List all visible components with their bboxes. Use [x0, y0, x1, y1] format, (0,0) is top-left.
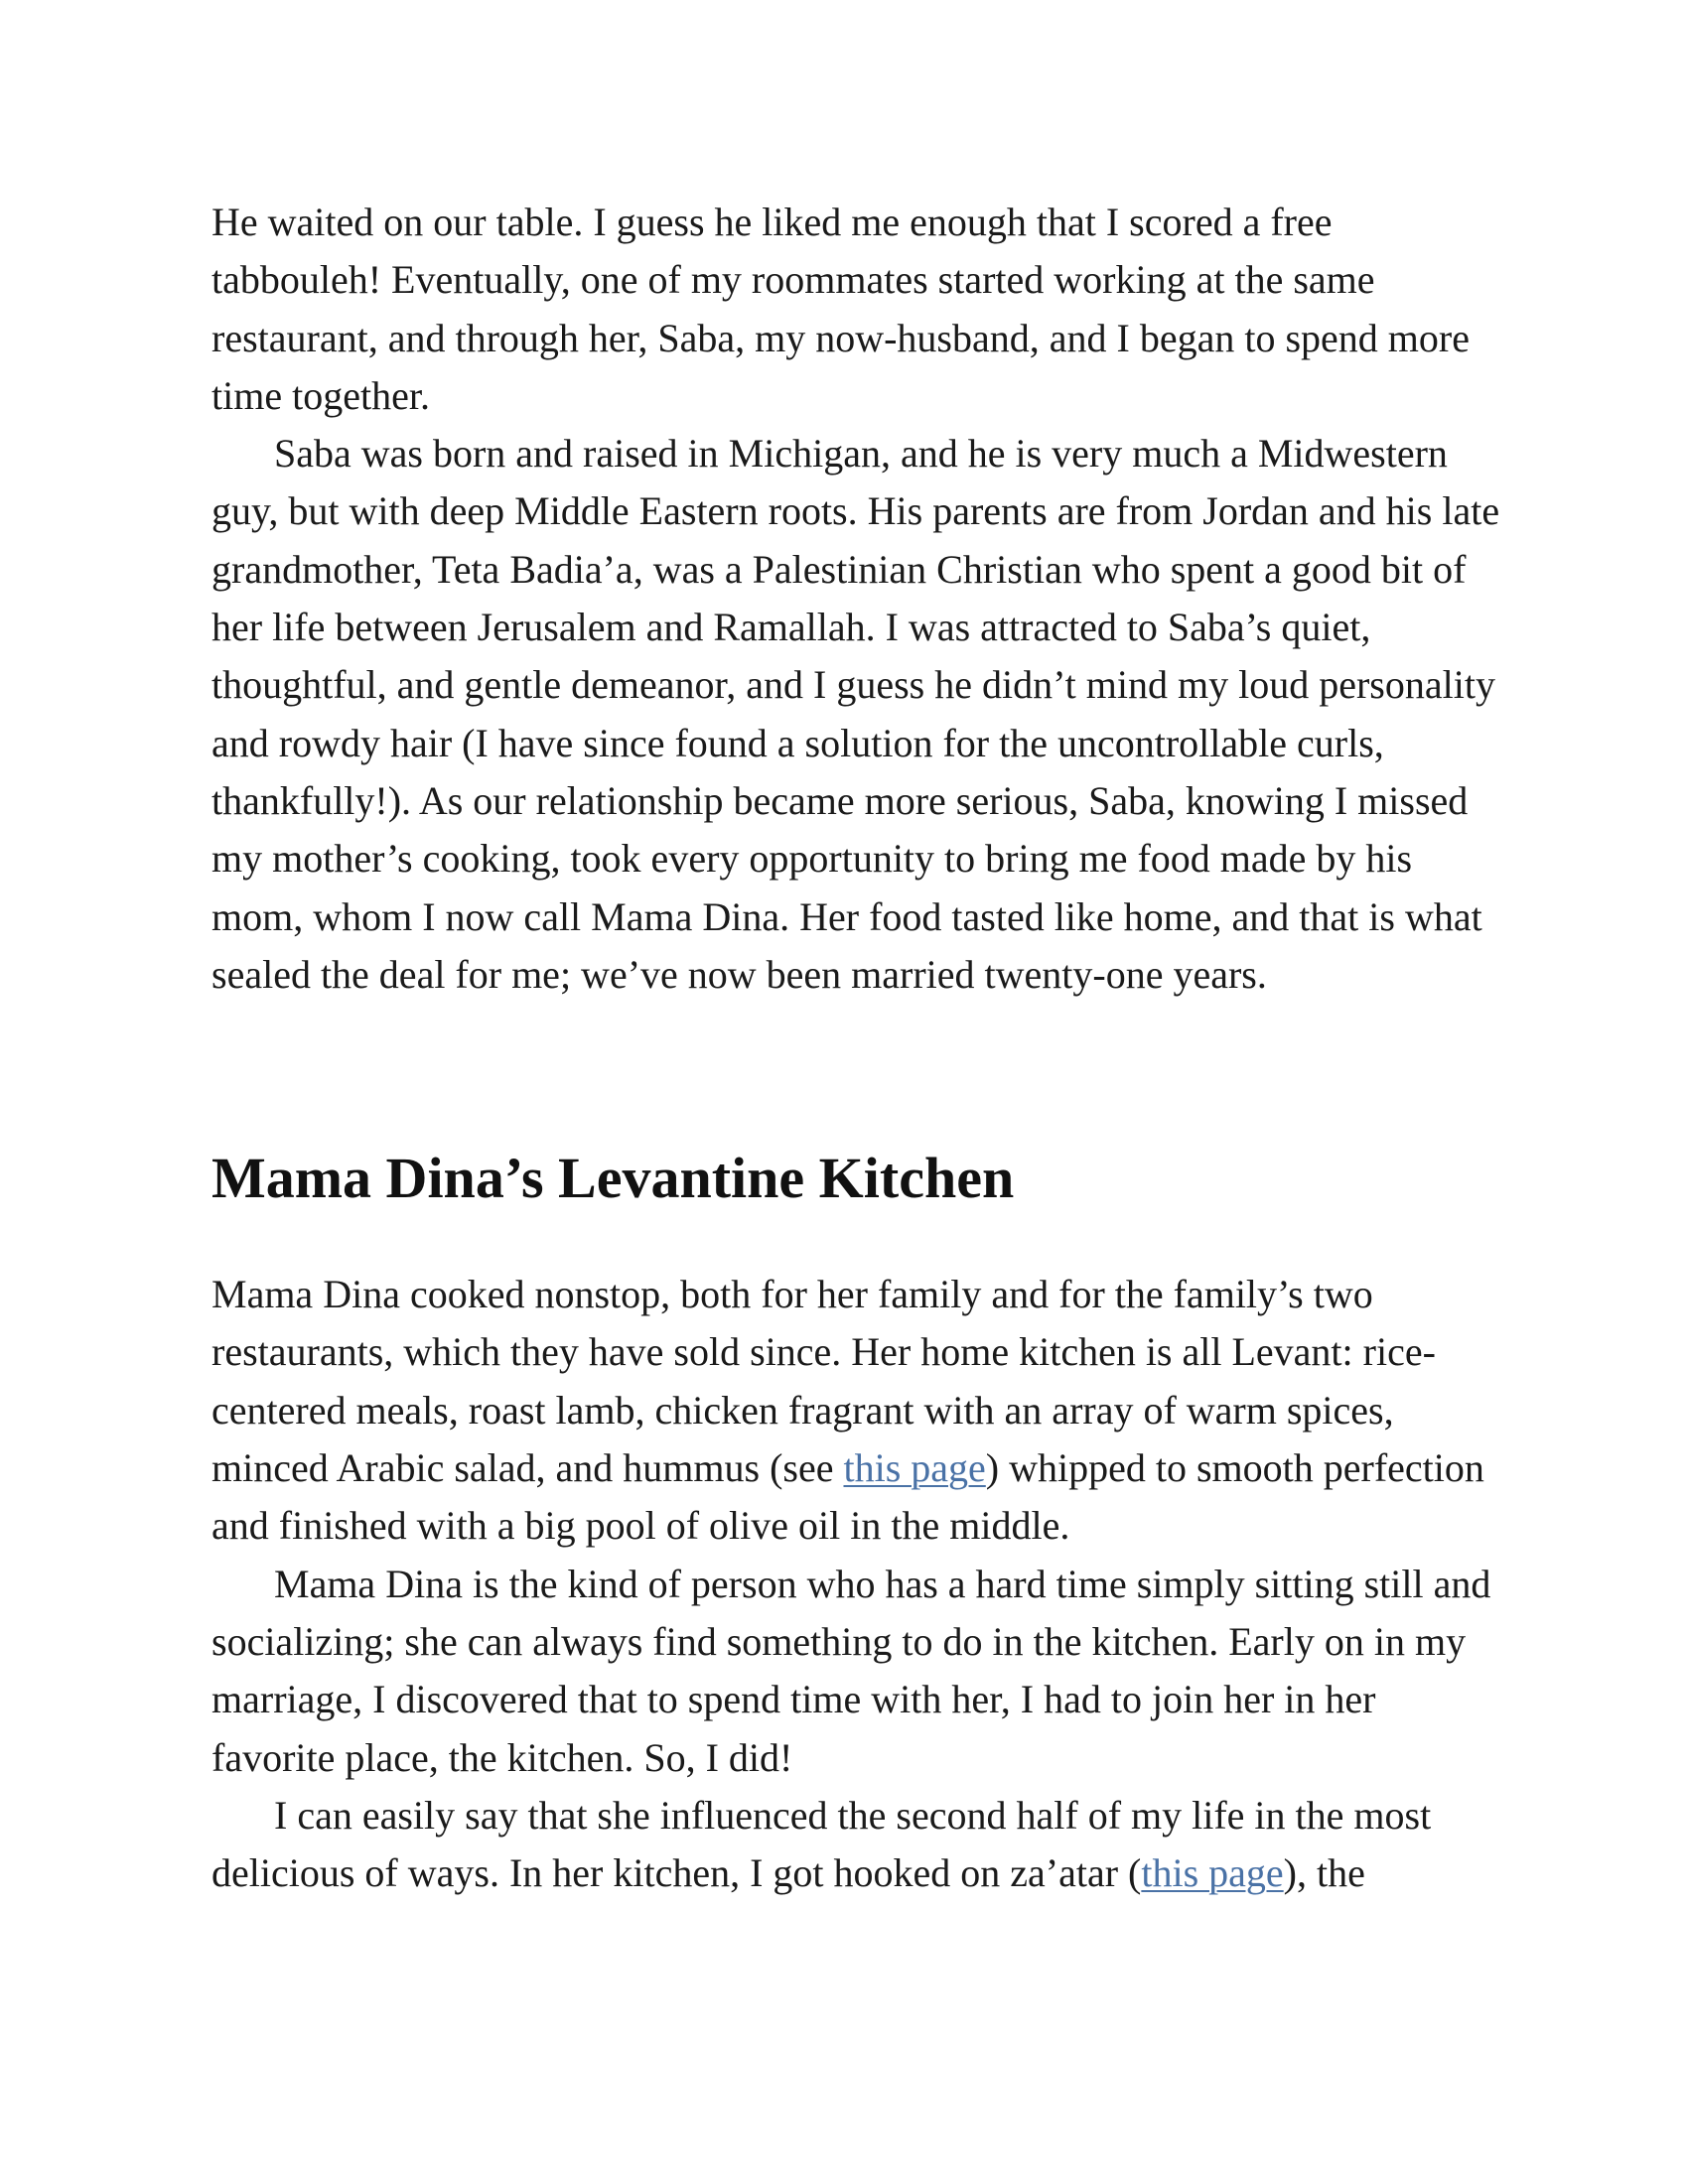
paragraph-text: ) whipped to smooth perfection and finished with a big pool of olive oil in the middle. — [211, 1445, 1484, 1549]
paragraph-levantine-kitchen — [211, 1266, 1502, 1555]
paragraph-mama-dina-kitchen: Mama Dina is the kind of person who has a hard time simply sitting still and socializing; she can always find something to do in the kitchen. Early on in my marriage, I discovered that to spend time with her, I had to join her in her favorite place, the kitchen. So, I did! — [211, 1561, 1491, 1780]
paragraph-text: ), the — [1283, 1850, 1365, 1896]
paragraph-text: Mama Dina cooked nonstop, both for her family and for the family’s two restaurants, which they have sold since. Her home kitchen is all Levant: rice-centered meals, roast lamb, chicken fragrant with an array of warm spices, minced Arabic salad, and hummus (see — [211, 1272, 1436, 1491]
section-heading: Mama Dina’s Levantine Kitchen — [211, 1146, 1015, 1211]
paragraph-text: I can easily say that she influenced the second half of my life in the most delicious of ways. In her kitchen, I got hooked on za’atar ( — [211, 1792, 1432, 1896]
paragraph-saba-background: Saba was born and raised in Michigan, and he is very much a Midwestern guy, but with deep Middle Eastern roots. His parents are from Jordan and his late grandmother, Teta Badia’a, was a Palestinian Christian who spent a good bit of her life between Jerusalem and Ramallah. I was attracted to Saba’s quiet, thoughtful, and gentle demeanor, and I guess he didn’t mind my loud personality and rowdy hair (I have since found a solution for the uncontrollable curls, thankfully!). As our relationship became more serious, Saba, knowing I missed my mother’s cooking, took every opportunity to bring me food made by his mom, whom I now call Mama Dina. Her food tasted like home, and that is what sealed the deal for me; we’ve now been married twenty-one years. — [211, 431, 1500, 997]
zaatar-page-link[interactable]: this page — [1141, 1850, 1284, 1896]
document-page — [211, 194, 1502, 1902]
hummus-page-link[interactable]: this page — [843, 1445, 986, 1491]
paragraph-restaurant-meeting: He waited on our table. I guess he liked me enough that I scored a free tabbouleh! Eventually, one of my roommates started working at the same restaurant, and through her, Saba, my now-husband, and I began to spend more time together. — [211, 200, 1470, 418]
paragraph-influence — [211, 1787, 1502, 1903]
